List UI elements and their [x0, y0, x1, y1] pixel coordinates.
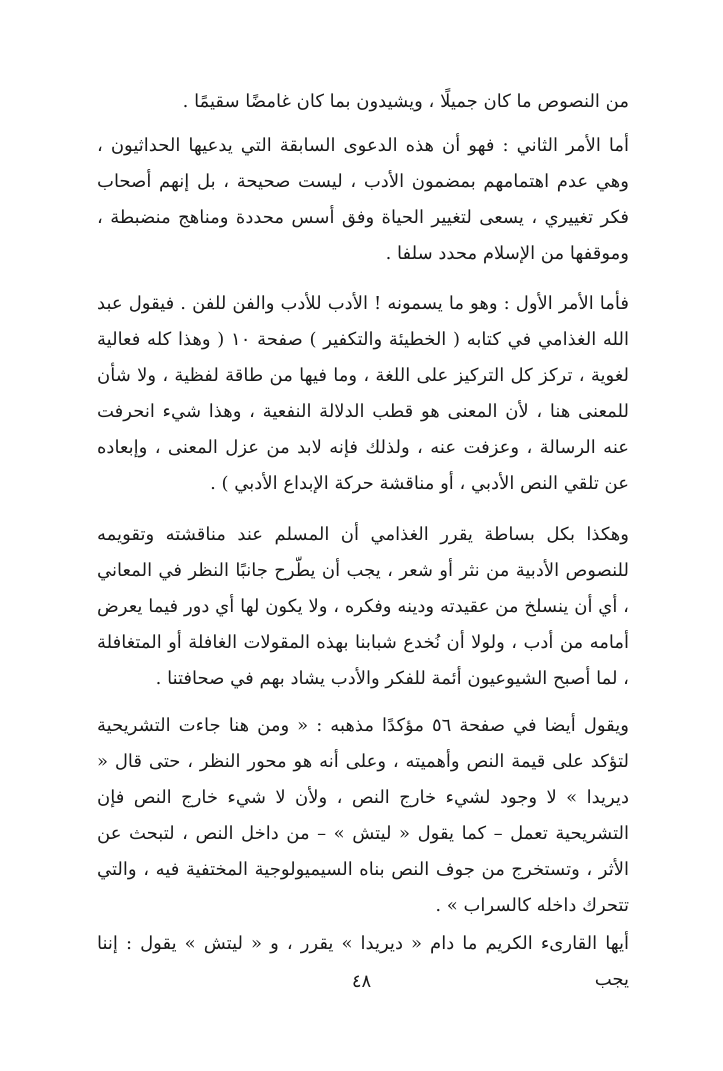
- paragraph-4: [97, 517, 629, 697]
- paragraph-text: أيها القارىء الكريم ما دام « ديريدا » يقرر ، و « ليتش » يقول : إننا يجب: [97, 933, 629, 990]
- paragraph-3: [97, 286, 629, 502]
- paragraph-text: فأما الأمر الأول : وهو ما يسمونه ! الأدب للأدب والفن للفن . فيقول عبد الله الغذامي في كتابه ( الخطيئة والتكفير ) صفحة ١٠ ( وهذا كله فعالية لغوية ، تركز كل التركيز على اللغة ، وما فيها من طاقة لفظية ، ولا شأن للمعنى هنا ، لأن المعنى هو قطب الدلالة النفعية ، وهذا شيء انحرفت عنه الرسالة ، وعزفت عنه ، ولذلك فإنه لابد من عزل المعنى ، وإبعاده عن تلقي النص الأدبي ، أو مناقشة حركة الإبداع الأدبي ) .: [97, 293, 630, 494]
- page-number: ٤٨: [351, 971, 372, 992]
- paragraph-text: وهكذا بكل بساطة يقرر الغذامي أن المسلم عند مناقشته وتقويمه للنصوص الأدبية من نثر أو شعر ، يجب أن يطّرح جانبًا النظر في المعاني ، أي أن ينسلخ من عقيدته ودينه وفكره ، ولا يكون لها أي دور فيما يعرض أمامه من أدب ، ولولا أن نُخدع شبابنا بهذه المقولات الغافلة أو المتغافلة ، لما أصبح الشيوعيون أئمة للفكر والأدب يشاد بهم في صحافتنا .: [97, 524, 629, 689]
- paragraph-5: [97, 708, 629, 924]
- paragraph-text: ويقول أيضا في صفحة ٥٦ مؤكدًا مذهبه : « ومن هنا جاءت التشريحية لتؤكد على قيمة النص وأهميته ، وعلى أنه هو محور النظر ، حتى قال « ديريدا » لا وجود لشيء خارج النص ، ولأن لا شيء خارج النص فإن التشريحية تعمل – كما يقول « ليتش » – من داخل النص ، لتبحث عن الأثر ، وتستخرج من جوف النص بناه السيميولوجية المختفية فيه ، والتي تتحرك داخله كالسراب » .: [97, 715, 629, 916]
- paragraph-text: من النصوص ما كان جميلًا ، ويشيدون بما كان غامضًا سقيمًا .: [182, 91, 629, 112]
- paragraph-text: أما الأمر الثاني : فهو أن هذه الدعوى السابقة التي يدعيها الحداثيون ، وهي عدم اهتمامهم بمضمون الأدب ، ليست صحيحة ، بل إنهم أصحاب فكر تغييري ، يسعى لتغيير الحياة وفق أسس محددة ومناهج منضبطة ، وموقفها من الإسلام محدد سلفا .: [97, 135, 629, 264]
- paragraph-1: [97, 84, 629, 120]
- paragraph-2: [97, 128, 629, 272]
